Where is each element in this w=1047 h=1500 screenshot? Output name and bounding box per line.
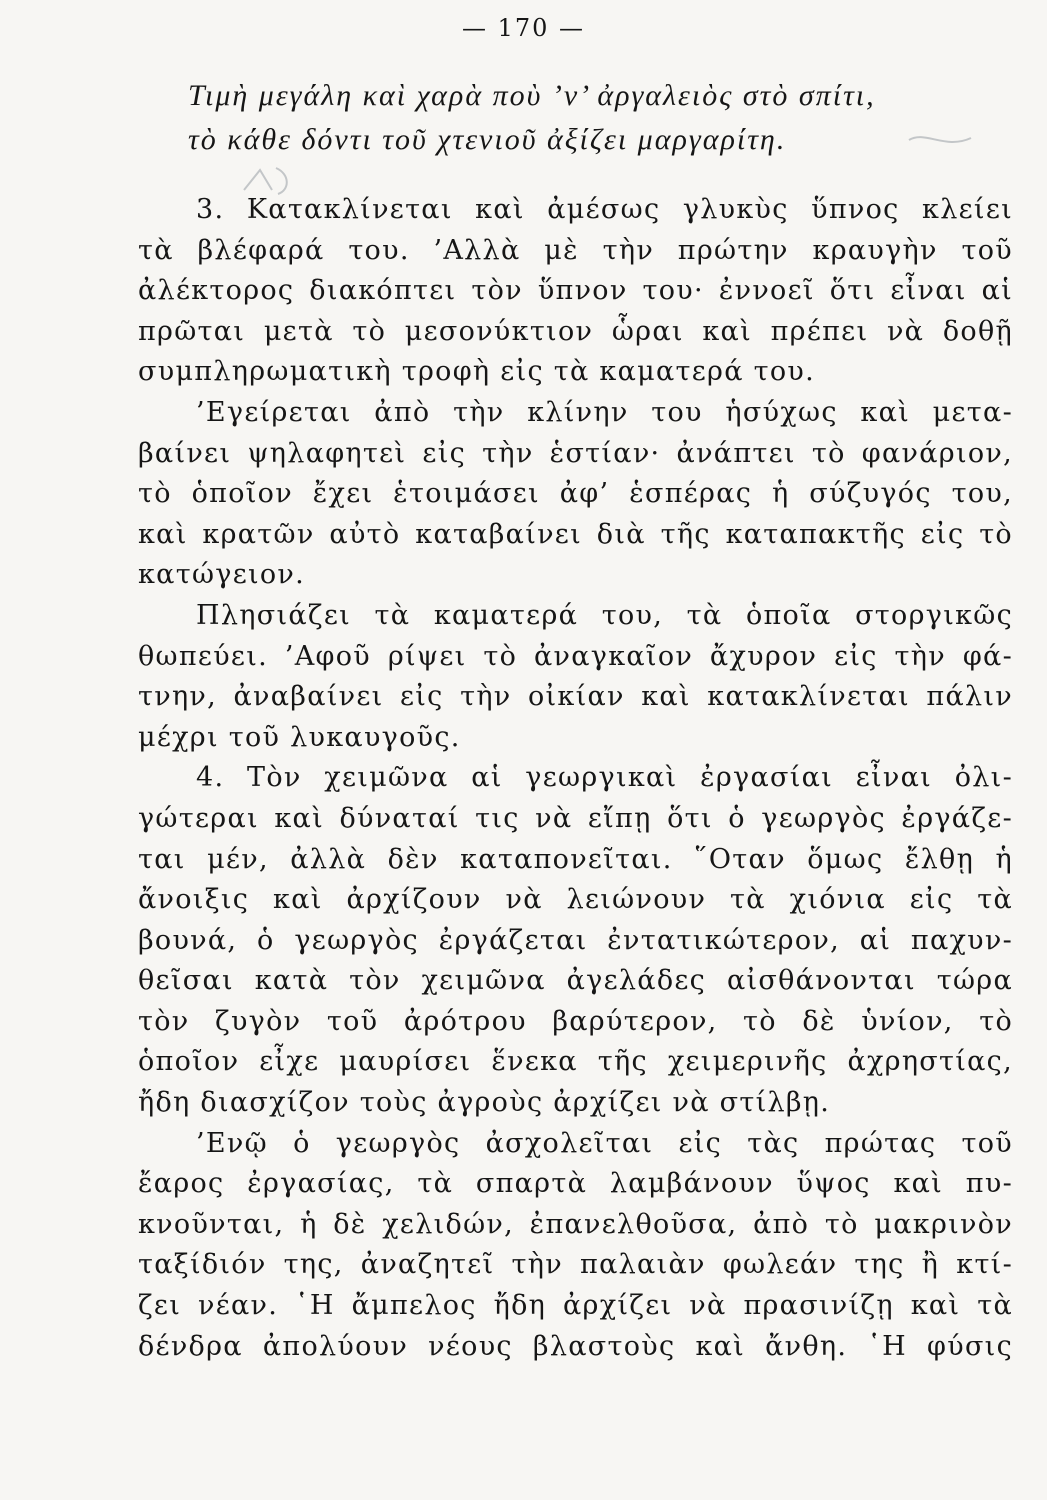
body-text bbox=[138, 190, 1013, 1367]
text-line: τὸν ζυγὸν τοῦ ἀρότρου βαρύτερον, τὸ δὲ ὑνίον, τὸ bbox=[138, 1005, 1013, 1037]
text-line: 4. Τὸν χειμῶνα αἱ γεωργικαὶ ἐργασίαι εἶναι ὀλι- bbox=[196, 762, 1013, 794]
text-line: ἤδη διασχίζον τοὺς ἀγροὺς ἀρχίζει νὰ στίλβῃ. bbox=[138, 1087, 831, 1119]
text-line: τὸ ὁποῖον ἔχει ἑτοιμάσει ἀφ’ ἑσπέρας ἡ σύζυγός του, bbox=[138, 478, 1013, 510]
text-line: ὁποῖον εἶχε μαυρίσει ἕνεκα τῆς χειμερινῆς ἀχρηστίας, bbox=[138, 1046, 1013, 1078]
text-line: βουνά, ὁ γεωργὸς ἐργάζεται ἐντατικώτερον, αἱ παχυν- bbox=[138, 924, 1013, 956]
pencil-mark-icon bbox=[240, 160, 300, 200]
text-line: θωπεύει. ’Αφοῦ ρίψει τὸ ἀναγκαῖον ἄχυρον εἰς τὴν φά- bbox=[138, 640, 1013, 672]
text-line: ’Εγείρεται ἀπὸ τὴν κλίνην του ἡσύχως καὶ μετα- bbox=[196, 396, 1013, 428]
text-line: Πλησιάζει τὰ καματερά του, τὰ ὁποῖα στοργικῶς bbox=[196, 599, 1013, 631]
text-line: τὰ βλέφαρά του. ’Αλλὰ μὲ τὴν πρώτην κραυγὴν τοῦ bbox=[138, 234, 1013, 266]
text-line: γώτεραι καὶ δύναταί τις νὰ εἴπῃ ὅτι ὁ γεωργὸς ἐργάζε- bbox=[138, 802, 1013, 834]
text-line: βαίνει ψηλαφητεὶ εἰς τὴν ἑστίαν· ἀνάπτει τὸ φανάριον, bbox=[138, 437, 1013, 469]
text-line: ἀλέκτορος διακόπτει τὸν ὕπνον του· ἐννοεῖ ὅτι εἶναι αἱ bbox=[138, 275, 1013, 307]
text-line: ται μέν, ἀλλὰ δὲν καταπονεῖται. ῞Οταν ὅμως ἔλθῃ ἡ bbox=[138, 843, 1013, 875]
poem-quote bbox=[188, 74, 1018, 162]
text-line: συμπληρωματικὴ τροφὴ εἰς τὰ καματερά του. bbox=[138, 356, 816, 388]
text-line: κατώγειον. bbox=[138, 559, 306, 591]
text-line: ’Ενῷ ὁ γεωργὸς ἀσχολεῖται εἰς τὰς πρώτας τοῦ bbox=[196, 1127, 1013, 1159]
text-line: θεῖσαι κατὰ τὸν χειμῶνα ἀγελάδες αἰσθάνονται τώρα bbox=[138, 965, 1013, 997]
poem-line: Τιμὴ μεγάλη καὶ χαρὰ ποὺ ’ν’ ἀργαλειὸς στὸ σπίτι, bbox=[188, 79, 876, 112]
text-line: μέχρι τοῦ λυκαυγοῦς. bbox=[138, 721, 461, 753]
text-line: καὶ κρατῶν αὐτὸ καταβαίνει διὰ τῆς καταπακτῆς εἰς τὸ bbox=[138, 518, 1013, 550]
text-line: ἔαρος ἐργασίας, τὰ σπαρτὰ λαμβάνουν ὕψος καὶ πυ- bbox=[138, 1168, 1013, 1200]
text-line: ταξίδιόν της, ἀναζητεῖ τὴν παλαιὰν φωλεάν της ἢ κτί- bbox=[138, 1249, 1013, 1281]
text-line: δένδρα ἀπολύουν νέους βλαστοὺς καὶ ἄνθη. ῾Η φύσις bbox=[138, 1330, 1013, 1362]
text-line: ζει νέαν. ῾Η ἄμπελος ἤδη ἀρχίζει νὰ πρασινίζῃ καὶ τὰ bbox=[138, 1290, 1013, 1322]
text-line: ἄνοιξις καὶ ἀρχίζουν νὰ λειώνουν τὰ χιόνια εἰς τὰ bbox=[138, 884, 1013, 916]
text-line: πρῶται μετὰ τὸ μεσονύκτιον ὧραι καὶ πρέπει νὰ δοθῇ bbox=[138, 315, 1013, 347]
text-line: 3. Κατακλίνεται καὶ ἀμέσως γλυκὺς ὕπνος κλείει bbox=[196, 194, 1013, 225]
text-line: τνην, ἀναβαίνει εἰς τὴν οἰκίαν καὶ κατακλίνεται πάλιν bbox=[138, 681, 1013, 713]
pencil-mark-icon bbox=[905, 128, 975, 152]
page-number: — 170 — bbox=[461, 14, 586, 42]
text-line: κνοῦνται, ἡ δὲ χελιδών, ἐπανελθοῦσα, ἀπὸ τὸ μακρινὸν bbox=[138, 1208, 1013, 1240]
poem-line: τὸ κάθε δόντι τοῦ χτενιοῦ ἀξίζει μαργαρίτη. bbox=[188, 123, 787, 156]
